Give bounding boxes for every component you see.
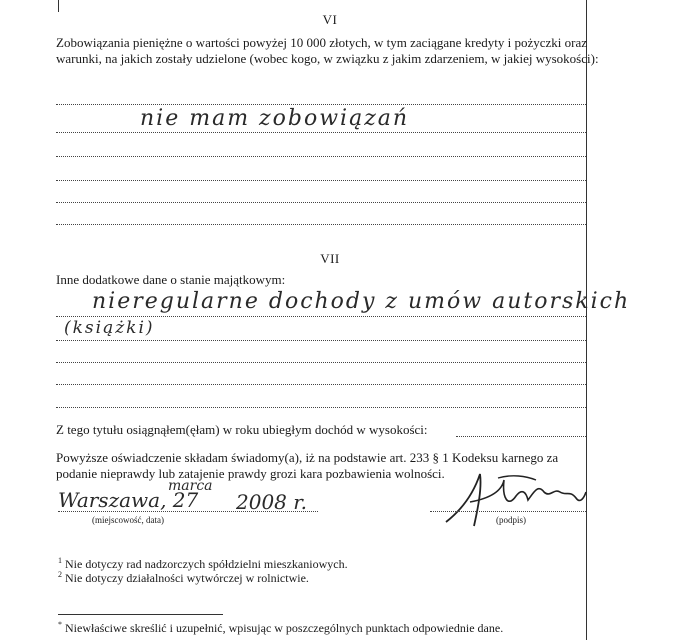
place-date-label: (miejscowość, data) <box>92 515 164 525</box>
income-dotted-line <box>456 436 586 437</box>
dotted-line <box>56 316 586 317</box>
section-vii-heading: VII <box>320 251 340 266</box>
dotted-line <box>56 202 586 203</box>
dotted-line <box>56 104 586 105</box>
footnote-note <box>58 620 503 636</box>
place-date-line <box>58 511 318 512</box>
dotted-line <box>56 156 586 157</box>
dotted-line <box>56 407 586 408</box>
handwritten-no-liabilities: nie mam zobowiązań <box>140 106 410 131</box>
dotted-line <box>56 362 586 363</box>
signature-line <box>430 511 586 512</box>
handwritten-month: marca <box>168 478 213 494</box>
footnote-2-mark: 2 <box>58 570 62 579</box>
footnote-2-text: Nie dotyczy działalności wytwórczej w rolnictwie. <box>65 571 309 585</box>
footnote-note-mark: * <box>58 620 62 629</box>
footnote-2 <box>58 570 309 586</box>
dotted-line <box>56 224 586 225</box>
left-margin-line <box>58 0 59 12</box>
footnote-1-text: Nie dotyczy rad nadzorczych spółdzielni mieszkaniowych. <box>65 557 348 571</box>
handwritten-other-data-2: (książki) <box>64 318 155 338</box>
handwritten-other-data-1: nieregularne dochody z umów autorskich <box>92 289 631 314</box>
section-vi-heading: VI <box>322 12 338 27</box>
dotted-line <box>56 180 586 181</box>
handwritten-place: Warszawa, 27 <box>58 488 199 512</box>
handwritten-year: 2008 r. <box>236 490 307 514</box>
section-vi-text: Zobowiązania pieniężne o wartości powyżej 10 000 złotych, w tym zaciągane kredyty i pożyczki oraz warunki, na jakich zostały udzielone (wobec kogo, w związku z jakim zdarzeniem, w jakiej wysokości): <box>56 35 599 66</box>
signature-label: (podpis) <box>496 515 526 525</box>
footnote-note-text: Niewłaściwe skreślić i uzupełnić, wpisując w poszczególnych punktach odpowiednie dane. <box>65 621 504 635</box>
dotted-line <box>56 384 586 385</box>
legal-statement: Powyższe oświadczenie składam świadomy(a), iż na podstawie art. 233 § 1 Kodeksu karnego za podanie nieprawdy lub zatajenie prawdy grozi kara pozbawienia wolności. <box>56 450 559 481</box>
income-line-text: Z tego tytułu osiągnąłem(ęłam) w roku ubiegłym dochód w wysokości: <box>56 422 428 437</box>
right-margin-line <box>586 0 587 640</box>
footnote-1-mark: 1 <box>58 556 62 565</box>
section-vii-text: Inne dodatkowe dane o stanie majątkowym: <box>56 272 286 287</box>
dotted-line <box>56 132 586 133</box>
dotted-line <box>56 340 586 341</box>
footnote-separator <box>58 614 223 615</box>
